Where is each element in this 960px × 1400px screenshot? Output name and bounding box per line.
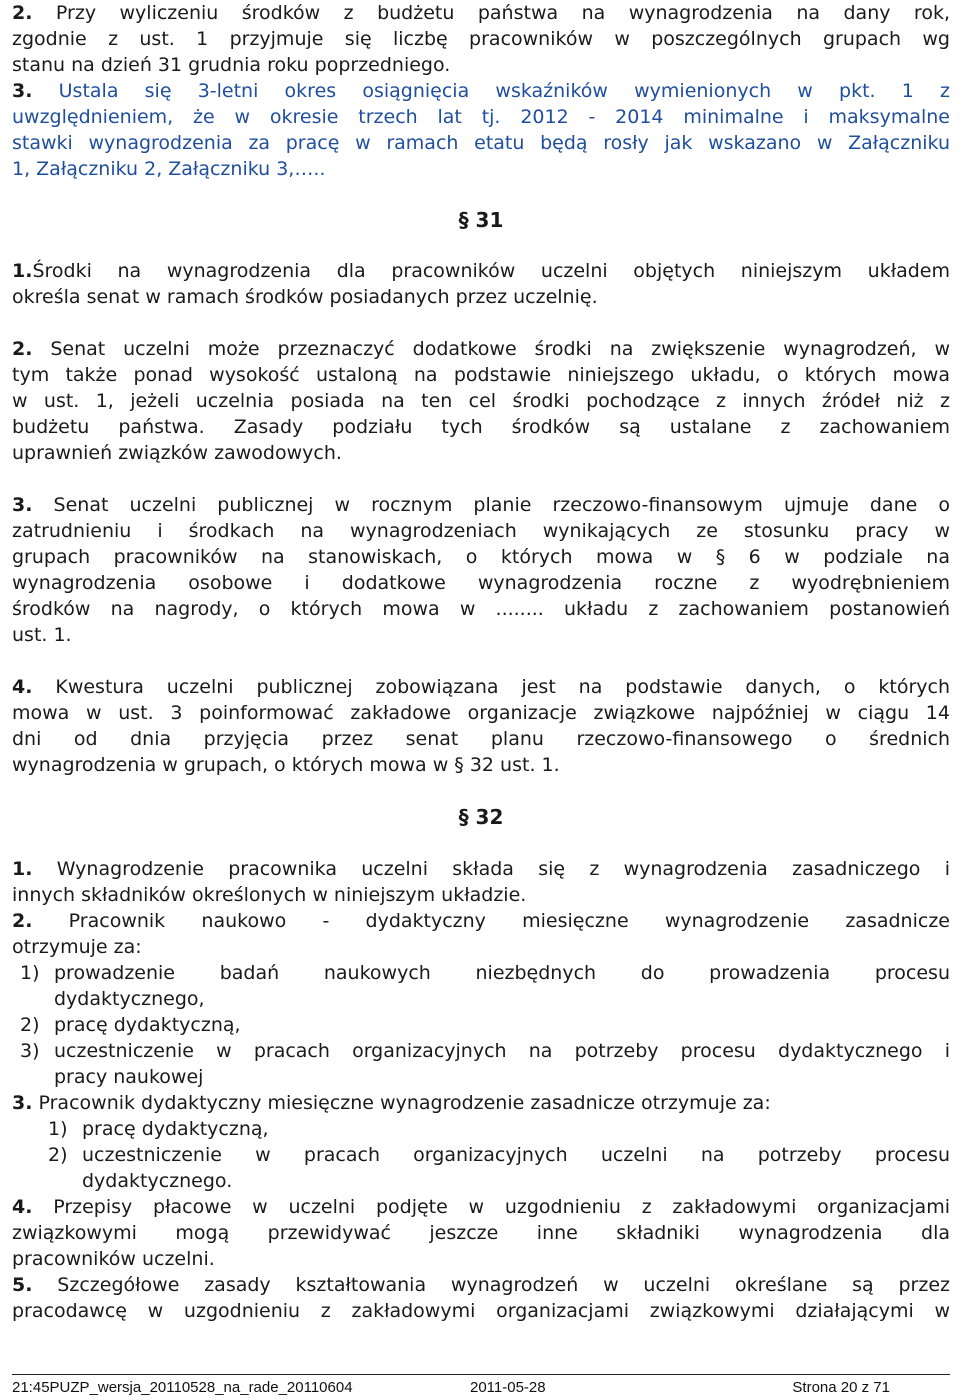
s31-p2-line-1: 2. Senat uczelni może przeznaczyć dodatkowe środki na zwiększenie wynagrodzeń, w xyxy=(12,338,950,360)
s32-p2-item-3 xyxy=(12,1038,950,1064)
s32-p5-line-1: 5. Szczegółowe zasady kształtowania wynagrodzeń w uczelni określane są przez xyxy=(12,1274,950,1296)
s32-p3-item-1 xyxy=(12,1116,950,1142)
s32-p2-item-1-cont: dydaktycznego, xyxy=(54,988,205,1010)
s31-p4-line-4: wynagrodzenia w grupach, o których mowa w § 32 ust. 1. xyxy=(12,754,560,776)
s32-p4-line-2: związkowymi mogą przewidywać jeszcze inne składniki wynagrodzenia dla xyxy=(12,1222,950,1244)
s32-p3-item-2-cont: dydaktycznego. xyxy=(82,1170,233,1192)
footer-divider xyxy=(12,1374,950,1375)
s32-p3-line-1: 3. Pracownik dydaktyczny miesięczne wynagrodzenie zasadnicze otrzymuje za: xyxy=(12,1092,771,1114)
s32-p2-line-2: otrzymuje za: xyxy=(12,936,142,958)
s32-p2-item-3-cont: pracy naukowej xyxy=(54,1066,204,1088)
s32-p1-line-2: innych składników określonych w niniejszym układzie. xyxy=(12,884,527,906)
item-number: 1) xyxy=(48,1118,68,1140)
p3-line-3: stawki wynagrodzenia za pracę w ramach etatu będą rosły jak wskazano w Załączniku xyxy=(12,132,950,154)
s31-p3-line-3: grupach pracowników na stanowiskach, o których mowa w § 6 w podziale na xyxy=(12,546,950,568)
item-number: 3) xyxy=(20,1040,40,1062)
p3-line-1: 3. Ustala się 3-letni okres osiągnięcia wskaźników wymienionych w pkt. 1 z xyxy=(12,80,950,102)
s32-p3-item-2 xyxy=(12,1142,950,1168)
s32-p4-line-3: pracowników uczelni. xyxy=(12,1248,215,1270)
s32-p5-line-2: pracodawcę w uzgodnieniu z zakładowymi organizacjami związkowymi działającymi w xyxy=(12,1300,950,1322)
p2-line-2: zgodnie z ust. 1 przyjmuje się liczbę pracowników w poszczególnych grupach wg xyxy=(12,28,950,50)
item-number: 2) xyxy=(20,1014,40,1036)
p3-line-2: uwzględnieniem, że w okresie trzech lat tj. 2012 - 2014 minimalne i maksymalne xyxy=(12,106,950,128)
item-text: pracę dydaktyczną, xyxy=(82,1118,269,1140)
item-text: uczestniczenie w pracach organizacyjnych uczelni na potrzeby procesu xyxy=(82,1144,950,1166)
item-text: uczestniczenie w pracach organizacyjnych na potrzeby procesu dydaktycznego i xyxy=(54,1040,950,1062)
s31-p3-line-5: środków na nagrody, o których mowa w ........ układu z zachowaniem postanowień xyxy=(12,598,950,620)
p2-line-3: stanu na dzień 31 grudnia roku poprzedniego. xyxy=(12,54,451,76)
item-text: pracę dydaktyczną, xyxy=(54,1014,241,1036)
s32-p2-item-2 xyxy=(12,1012,950,1038)
item-number: 2) xyxy=(48,1144,68,1166)
p2-line-1: 2. Przy wyliczeniu środków z budżetu państwa na wynagrodzenia na dany rok, xyxy=(12,2,950,24)
s32-p1-line-1: 1. Wynagrodzenie pracownika uczelni składa się z wynagrodzenia zasadniczego i xyxy=(12,858,950,880)
item-text: prowadzenie badań naukowych niezbędnych do prowadzenia procesu xyxy=(54,962,950,984)
item-number: 1) xyxy=(20,962,40,984)
s32-p4-line-1: 4. Przepisy płacowe w uczelni podjęte w uzgodnieniu z zakładowymi organizacjami xyxy=(12,1196,950,1218)
section-32-title: § 32 xyxy=(458,805,504,829)
footer-page-number: Strona 20 z 71 xyxy=(792,1379,890,1396)
s31-p4-line-1: 4. Kwestura uczelni publicznej zobowiązana jest na podstawie danych, o których xyxy=(12,676,950,698)
s32-p2-line-1: 2. Pracownik naukowo - dydaktyczny miesięczne wynagrodzenie zasadnicze xyxy=(12,910,950,932)
s31-p4-line-2: mowa w ust. 3 poinformować zakładowe organizacje związkowe najpóźniej w ciągu 14 xyxy=(12,702,950,724)
s31-p3-line-2: zatrudnieniu i środkach na wynagrodzeniach wynikających ze stosunku pracy w xyxy=(12,520,950,542)
s31-p2-line-5: uprawnień związków zawodowych. xyxy=(12,442,342,464)
s31-p3-line-1: 3. Senat uczelni publicznej w rocznym planie rzeczowo-finansowym ujmuje dane o xyxy=(12,494,950,516)
s31-p1-line-1: 1.Środki na wynagrodzenia dla pracowników uczelni objętych niniejszym układem xyxy=(12,260,950,282)
s31-p2-line-3: w ust. 1, jeżeli uczelnia posiada na ten cel środki pochodzące z innych źródeł niż z xyxy=(12,390,950,412)
footer-filename: 21:45PUZP_wersja_20110528_na_rade_20110604 xyxy=(12,1379,353,1396)
section-31-title: § 31 xyxy=(458,208,504,232)
s32-p2-item-1 xyxy=(12,960,950,986)
s31-p4-line-3: dni od dnia przyjęcia przez senat planu rzeczowo-finansowego o średnich xyxy=(12,728,950,750)
footer-date: 2011-05-28 xyxy=(470,1379,546,1396)
s31-p3-line-6: ust. 1. xyxy=(12,624,72,646)
s31-p2-line-2: tym także ponad wysokość ustaloną na podstawie niniejszego układu, o których mowa xyxy=(12,364,950,386)
s31-p2-line-4: budżetu państwa. Zasady podziału tych środków są ustalane z zachowaniem xyxy=(12,416,950,438)
p3-line-4: 1, Załączniku 2, Załączniku 3,….. xyxy=(12,158,326,180)
s31-p3-line-4: wynagrodzenia osobowe i dodatkowe wynagrodzenia roczne z wyodrębnieniem xyxy=(12,572,950,594)
s31-p1-line-2: określa senat w ramach środków posiadanych przez uczelnię. xyxy=(12,286,598,308)
